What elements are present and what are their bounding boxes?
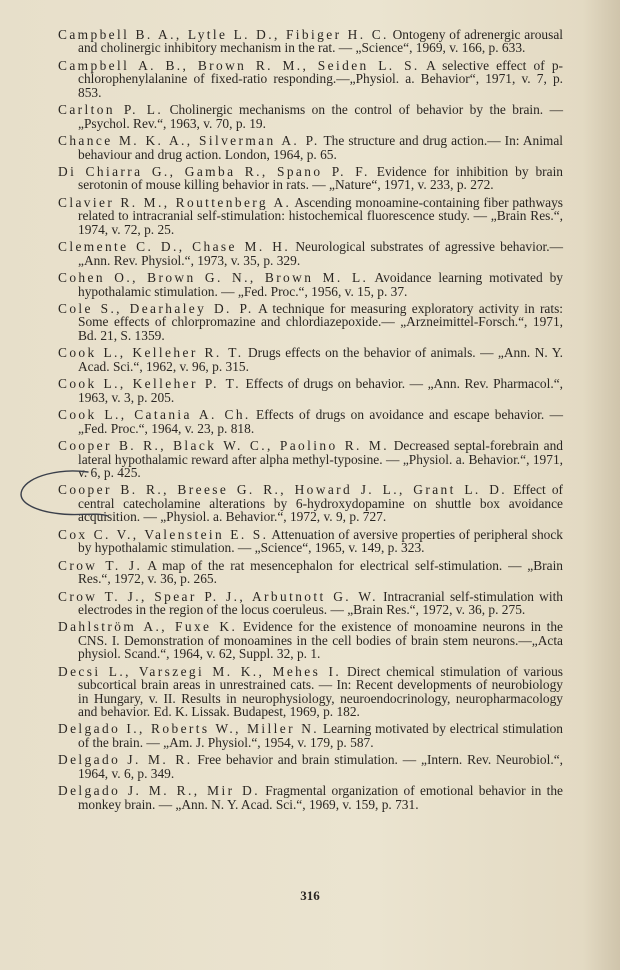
- reference-authors: Cook L., Catania A. Ch.: [58, 407, 251, 423]
- reference-authors: Delgado J. M. R., Mir D.: [58, 783, 260, 799]
- reference-authors: Delgado J. M. R.: [58, 752, 193, 768]
- reference-authors: Cox C. V., Valenstein E. S.: [58, 526, 269, 542]
- reference-entry: [58, 620, 563, 660]
- reference-authors: Dahlström A., Fuxe K.: [58, 619, 238, 635]
- reference-authors: Cohen O., Brown G. N., Brown M. L.: [58, 270, 369, 286]
- reference-authors: Cooper B. R., Breese G. R., Howard J. L., Grant L. D.: [58, 482, 508, 498]
- reference-entry: [58, 196, 563, 236]
- reference-text: Effect of central catecholamine alterations by 6-hydroxydopamine on shuttle box avoidance acquisition. — „Physiol. a. Behavior.“, 1972, v. 9, p. 727.: [78, 482, 563, 525]
- reference-text: The structure and drug action.— In: Animal behaviour and drug action. London, 1964, p. 65.: [78, 133, 563, 162]
- reference-text: Evidence for inhibition by brain serotonin of mouse killing behavior in rats. — „Nature“, 1971, v. 233, p. 272.: [78, 164, 563, 193]
- reference-text: Neurological substrates of agressive behavior.—„Ann. Rev. Physiol.“, 1973, v. 35, p. 329.: [78, 239, 563, 268]
- reference-entry: [58, 271, 563, 298]
- reference-text: Effects of drugs on avoidance and escape behavior. — „Fed. Proc.“, 1964, v. 23, p. 818.: [78, 407, 563, 436]
- reference-text: A selective effect of p-chlorophenylalanine of fixed-ratio responding.—„Physiol. a. Behavior“, 1971, v. 7, p. 853.: [78, 57, 563, 100]
- reference-authors: Delgado I., Roberts W., Miller N.: [58, 721, 320, 737]
- reference-entry: [58, 722, 563, 749]
- reference-entry: [58, 28, 563, 55]
- reference-text: Ascending monoamine-containing fiber pathways related to intracranial self-stimulation: histochemical fluorescence study. — „Brain Res.“, 1974, v. 72, p. 25.: [78, 194, 563, 237]
- reference-entry: [58, 240, 563, 267]
- reference-text: Cholinergic mechanisms on the control of behavior by the brain. — „Psychol. Rev.“, 1963, v. 70, p. 19.: [78, 102, 563, 131]
- reference-text: A technique for measuring exploratory activity in rats: Some effects of chlorpromazine and chlordiazepoxide.— „Arzneimittel-Forsch.“, 1971, Bd. 21, S. 1359.: [78, 301, 564, 343]
- reference-entry: [58, 302, 563, 342]
- reference-authors: Decsi L., Varszegi M. K., Mehes I.: [58, 663, 342, 679]
- reference-entry: [58, 59, 563, 99]
- reference-authors: Chance M. K. A., Silverman A. P.: [58, 133, 320, 149]
- reference-authors: Di Chiarra G., Gamba R., Spano P. F.: [58, 164, 370, 180]
- reference-entry: [58, 103, 563, 130]
- reference-authors: Campbell A. B., Brown R. M., Seiden L. S.: [58, 57, 420, 73]
- reference-list: [58, 28, 563, 815]
- reference-text: Avoidance learning motivated by hypothalamic stimulation. — „Fed. Proc.“, 1956, v. 15, p. 37.: [78, 270, 563, 299]
- reference-authors: Clavier R. M., Routtenberg A.: [58, 194, 292, 210]
- reference-authors: Campbell B. A., Lytle L. D., Fibiger H. C.: [58, 27, 389, 42]
- reference-entry: [58, 665, 563, 719]
- reference-text: Free behavior and brain stimulation. — „Intern. Rev. Neurobiol.“, 1964, v. 6, p. 349.: [78, 752, 563, 781]
- reference-authors: Carlton P. L.: [58, 102, 164, 118]
- reference-authors: Cole S., Dearhaley D. P.: [58, 301, 254, 317]
- reference-text: Ontogeny of adrenergic arousal and cholinergic inhibitory mechanism in the rat. — „Science“, 1969, v. 166, p. 633.: [78, 27, 563, 56]
- reference-entry: [58, 439, 563, 479]
- reference-authors: Clemente C. D., Chase M. H.: [58, 239, 291, 255]
- reference-entry: [58, 377, 563, 404]
- page-number: 316: [300, 888, 320, 903]
- reference-entry: [58, 408, 563, 435]
- reference-text: Attenuation of aversive properties of peripheral shock by hypothalamic stimulation. — „Science“, 1965, v. 149, p. 323.: [78, 526, 563, 556]
- reference-text: A map of the rat mesencephalon for electrical self-stimulation. — „Brain Res.“, 1972, v. 36, p. 265.: [78, 557, 563, 587]
- reference-entry: [58, 165, 563, 192]
- reference-authors: Cooper B. R., Black W. C., Paolino R. M.: [58, 438, 389, 454]
- reference-authors: Crow T. J., Spear P. J., Arbutnott G. W.: [58, 588, 378, 604]
- reference-entry: [58, 559, 563, 586]
- reference-authors: Cook L., Kelleher P. T.: [58, 376, 241, 392]
- reference-text: Evidence for the existence of monoamine neurons in the CNS. I. Demonstration of monoamines in the cell bodies of brain stem neurons.—„Acta physiol. Scand.“, 1964, v. 62, Suppl. 32, p. 1.: [78, 619, 563, 662]
- reference-entry: [58, 134, 563, 161]
- reference-text: Direct chemical stimulation of various subcortical brain areas in unrestrained cats. — In: Recent developments of neurobiology in Hungary, v. II. Results in neurophysiology, neuroendocrinology, neuropharmacology and behavior. Ed. K. Lissak. Budapest, 1969, p. 182.: [78, 663, 563, 719]
- reference-entry: [58, 346, 563, 373]
- reference-authors: Crow T. J.: [58, 557, 143, 573]
- reference-entry: [58, 784, 563, 811]
- reference-text: Fragmental organization of emotional behavior in the monkey brain. — „Ann. N. Y. Acad. Sci.“, 1969, v. 159, p. 731.: [78, 783, 563, 812]
- reference-text: Learning motivated by electrical stimulation of the brain. — „Am. J. Physiol.“, 1954, v. 179, p. 587.: [78, 721, 563, 750]
- reference-entry-bracketed: [58, 483, 563, 523]
- reference-entry: [58, 528, 563, 555]
- reference-text: Effects of drugs on behavior. — „Ann. Rev. Pharmacol.“, 1963, v. 3, p. 205.: [78, 376, 563, 405]
- reference-text: Intracranial self-stimulation with electrodes in the region of the locus coeruleus. — „Brain Res.“, 1972, v. 36, p. 275.: [78, 588, 563, 617]
- reference-authors: Cook L., Kelleher R. T.: [58, 345, 244, 361]
- reference-text: Drugs effects on the behavior of animals. — „Ann. N. Y. Acad. Sci.“, 1962, v. 96, p. 315.: [78, 345, 563, 374]
- reference-entry: [58, 590, 563, 617]
- reference-entry: [58, 753, 563, 780]
- reference-text: Decreased septal-forebrain and lateral hypothalamic reward after alpha methyl-typosine. — „Physiol. a. Behavior.“, 1971, v. 6, p. 425.: [78, 438, 564, 480]
